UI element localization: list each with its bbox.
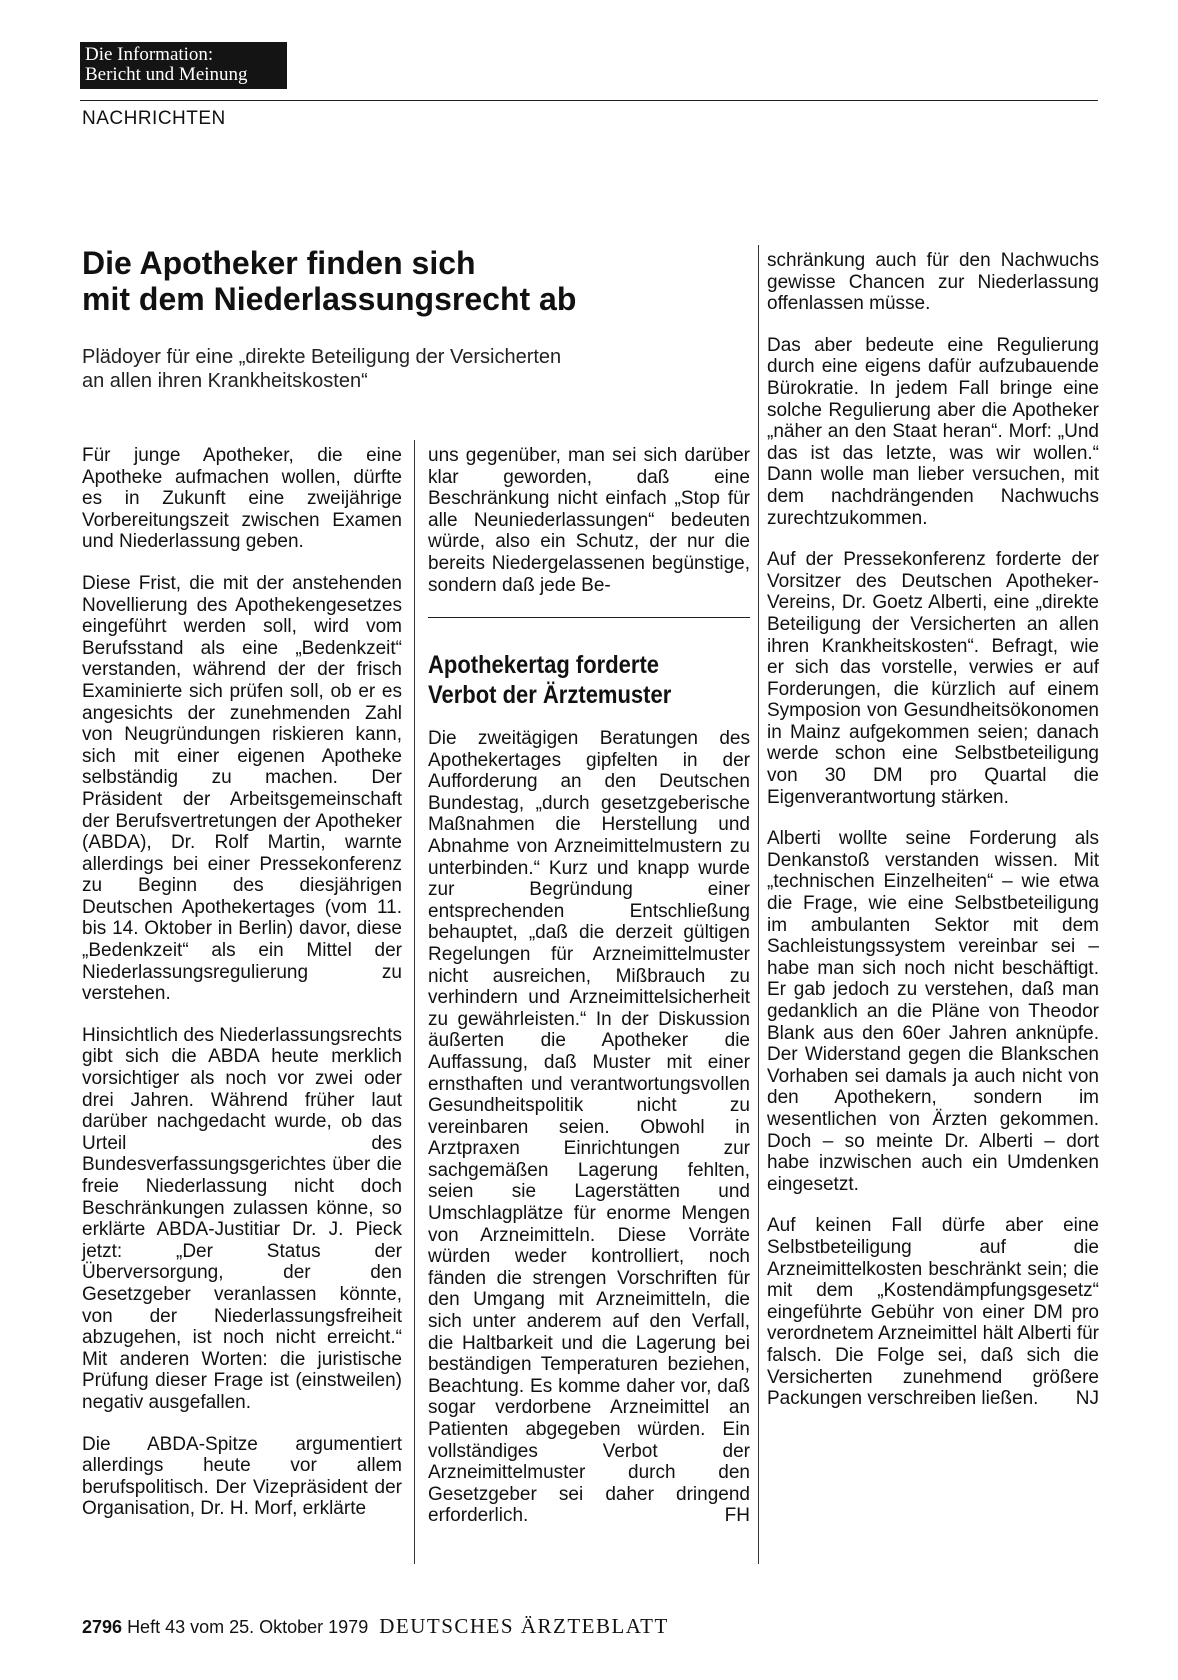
- paragraph: [428, 728, 750, 1527]
- page-number: 2796: [82, 1617, 123, 1637]
- section-label: NACHRICHTEN: [82, 108, 226, 129]
- column-divider-1: [414, 440, 415, 1564]
- issue-info: Heft 43 vom 25. Oktober 1979: [127, 1617, 369, 1637]
- journal-name: DEUTSCHES ÄRZTEBLATT: [379, 1614, 669, 1638]
- article-headline: [82, 245, 722, 317]
- paragraph-text: Auf keinen Fall dürfe aber eine Selbstbeteiligung auf die Arzneimittelkosten beschränkt sein; die mit dem „Kostendämpfungsgesetz“ eingeführte Gebühr von einer DM pro verordnetem Arzneimittel hält Alberti für falsch. Die Folge sei, daß sich die Versicherten zunehmend größere Packungen verschreiben ließen.: [767, 1215, 1099, 1410]
- paragraph: Für junge Apotheker, die eine Apotheke aufmachen wollen, dürfte es in Zukunft eine zweijährige Vorbereitungszeit zwischen Examen und Niederlassung geben.: [82, 445, 402, 553]
- rubric-line-1: Die Information:: [85, 44, 214, 65]
- sidebar-text: Die zweitägigen Beratungen des Apothekertages gipfelten in der Aufforderung an den Deutschen Bundestag, „durch gesetzgeberische Maßnahmen die Herstellung und Abnahme von Arzneimittelmustern zu unterbinden.“ Kurz und knapp wurde zur Begründung einer entsprechenden Entschließung behauptet, „daß die derzeit gültigen Regelungen für Arzneimittelmuster nicht ausreichen, Mißbrauch zu verhindern und Arzneimittelsicherheit zu gewährleisten.“ In der Diskussion äußerten die Apotheker die Auffassung, daß Muster mit einer ernsthaften und verantwortungsvollen Gesundheitspolitik nicht zu vereinbaren seien. Obwohl in Arztpraxen Einrichtungen zur sachgemäßen Lagerung fehlten, seien sie Lagerstätten und Umschlagplätze für enorme Mengen von Arzneimitteln. Diese Vorräte würden weder kontrolliert, noch fänden die strengen Vorschriften für den Umgang mit Arzneimitteln, die sich unter anderem auf den Verfall, die Haltbarkeit und die Lagerung bei beständigen Temperaturen beziehen, Beachtung. Es komme daher vor, daß sogar verdorbene Arzneimittel an Patienten abgegeben würden. Ein vollständiges Verbot der Arzneimittelmuster durch den Gesetzgeber sei daher dringend erforderlich.: [428, 728, 750, 1527]
- article-column-1: [82, 445, 402, 1520]
- sidebar-headline: [428, 650, 711, 710]
- sidebar-body: [428, 728, 750, 1527]
- sidebar-rule: [428, 617, 750, 618]
- subheadline-line-1: Plädoyer für eine „direkte Beteiligung der Versicherten: [82, 346, 562, 368]
- sidebar-signature: FH: [724, 1505, 750, 1527]
- headline-line-2: mit dem Niederlassungsrecht ab: [82, 281, 577, 317]
- paragraph: Hinsichtlich des Niederlassungsrechts gibt sich die ABDA heute merklich vorsichtiger als noch vor zwei oder drei Jahren. Während früher laut darüber nachgedacht wurde, ob das Urteil des Bundesverfassungsgerichtes über die freie Niederlassung nicht doch Beschränkungen zulassen könne, so erklärte ABDA-Justitiar Dr. J. Pieck jetzt: „Der Status der Überversorgung, der den Gesetzgeber veranlassen könnte, von der Niederlassungsfreiheit abzugehen, ist noch nicht erreicht.“ Mit anderen Worten: die juristische Prüfung dieser Frage ist (einstweilen) negativ ausgefallen.: [82, 1024, 402, 1413]
- page-footer: [82, 1615, 669, 1638]
- paragraph: Die ABDA-Spitze argumentiert allerdings heute vor allem berufspolitisch. Der Vizepräsident der Organisation, Dr. H. Morf, erklärte: [82, 1433, 402, 1520]
- paragraph: uns gegenüber, man sei sich darüber klar geworden, daß eine Beschränkung nicht einfach „Stop für alle Neuniederlassungen“ bedeuten würde, also ein Schutz, der nur die bereits Niedergelassenen begünstige, sondern daß jede Be-: [428, 445, 750, 596]
- paragraph: Auf der Pressekonferenz forderte der Vorsitzer des Deutschen Apotheker-Vereins, Dr. Goetz Alberti, eine „direkte Beteiligung der Versicherten an allen ihren Krankheitskosten“. Befragt, wie er sich das vorstelle, verwies er auf Forderungen, die kürzlich auf einem Symposion von Gesundheitsökonomen in Mainz aufgekommen seien; danach werde schon eine Selbstbeteiligung von 30 DM pro Quartal die Eigenverantwortung stärken.: [767, 549, 1099, 808]
- paragraph: Alberti wollte seine Forderung als Denkanstoß verstanden wissen. Mit „technischen Einzelheiten“ – wie etwa die Frage, wie eine Selbstbeteiligung im ambulanten Sektor mit dem Sachleistungssystem vereinbar sei – habe man sich noch nicht beschäftigt. Er gab jedoch zu verstehen, daß man gedanklich an die Pläne von Theodor Blank aus den 60er Jahren anknüpfe. Der Widerstand gegen die Blankschen Vorhaben sei damals ja auch nicht von den Apothekern, sondern im wesentlichen von Ärzten gekommen. Doch – so meinte Dr. Alberti – dort habe inzwischen auch ein Umdenken eingesetzt.: [767, 828, 1099, 1195]
- rubric-box: [80, 42, 287, 89]
- paragraph: Diese Frist, die mit der anstehenden Novellierung des Apothekengesetzes eingeführt werden soll, wird vom Berufsstand als eine „Bedenkzeit“ verstanden, während der der frisch Examinierte sich prüfen soll, ob er es angesichts der zunehmenden Zahl von Neugründungen riskieren kann, sich mit einer eigenen Apotheke selbständig zu machen. Der Präsident der Arbeitsgemeinschaft der Berufsvertretungen der Apotheker (ABDA), Dr. Rolf Martin, warnte allerdings bei einer Pressekonferenz zu Beginn des diesjährigen Deutschen Apothekertages (vom 11. bis 14. Oktober in Berlin) davor, diese „Bedenkzeit“ als ein Mittel der Niederlassungsregulierung zu verstehen.: [82, 572, 402, 1005]
- article-signature: NJ: [1075, 1388, 1099, 1410]
- subheadline-line-2: an allen ihren Krankheitskosten“: [82, 370, 368, 392]
- sidebar-headline-line-1: Apothekertag forderte: [428, 651, 660, 679]
- article-column-3: [767, 250, 1099, 1410]
- paragraph: [767, 1215, 1099, 1409]
- headline-line-1: Die Apotheker finden sich: [82, 245, 476, 281]
- rubric-line-2: Bericht und Meinung: [85, 64, 248, 85]
- paragraph: Das aber bedeute eine Regulierung durch eine eigens dafür aufzubauende Bürokratie. In jedem Fall bringe eine solche Regulierung aber die Apotheker „näher an den Staat heran“. Morf: „Und das ist das letzte, was wir wollen.“ Dann wolle man lieber versuchen, mit dem nachdrängenden Nachwuchs zurechtzukommen.: [767, 334, 1099, 529]
- paragraph: schränkung auch für den Nachwuchs gewisse Chancen zur Niederlassung offenlassen müsse.: [767, 250, 1099, 315]
- article-subheadline: [82, 345, 722, 393]
- sidebar-headline-line-2: Verbot der Ärztemuster: [428, 681, 672, 709]
- header-rule: [80, 100, 1098, 101]
- column-divider-2: [758, 245, 759, 1564]
- article-column-2: [428, 445, 750, 596]
